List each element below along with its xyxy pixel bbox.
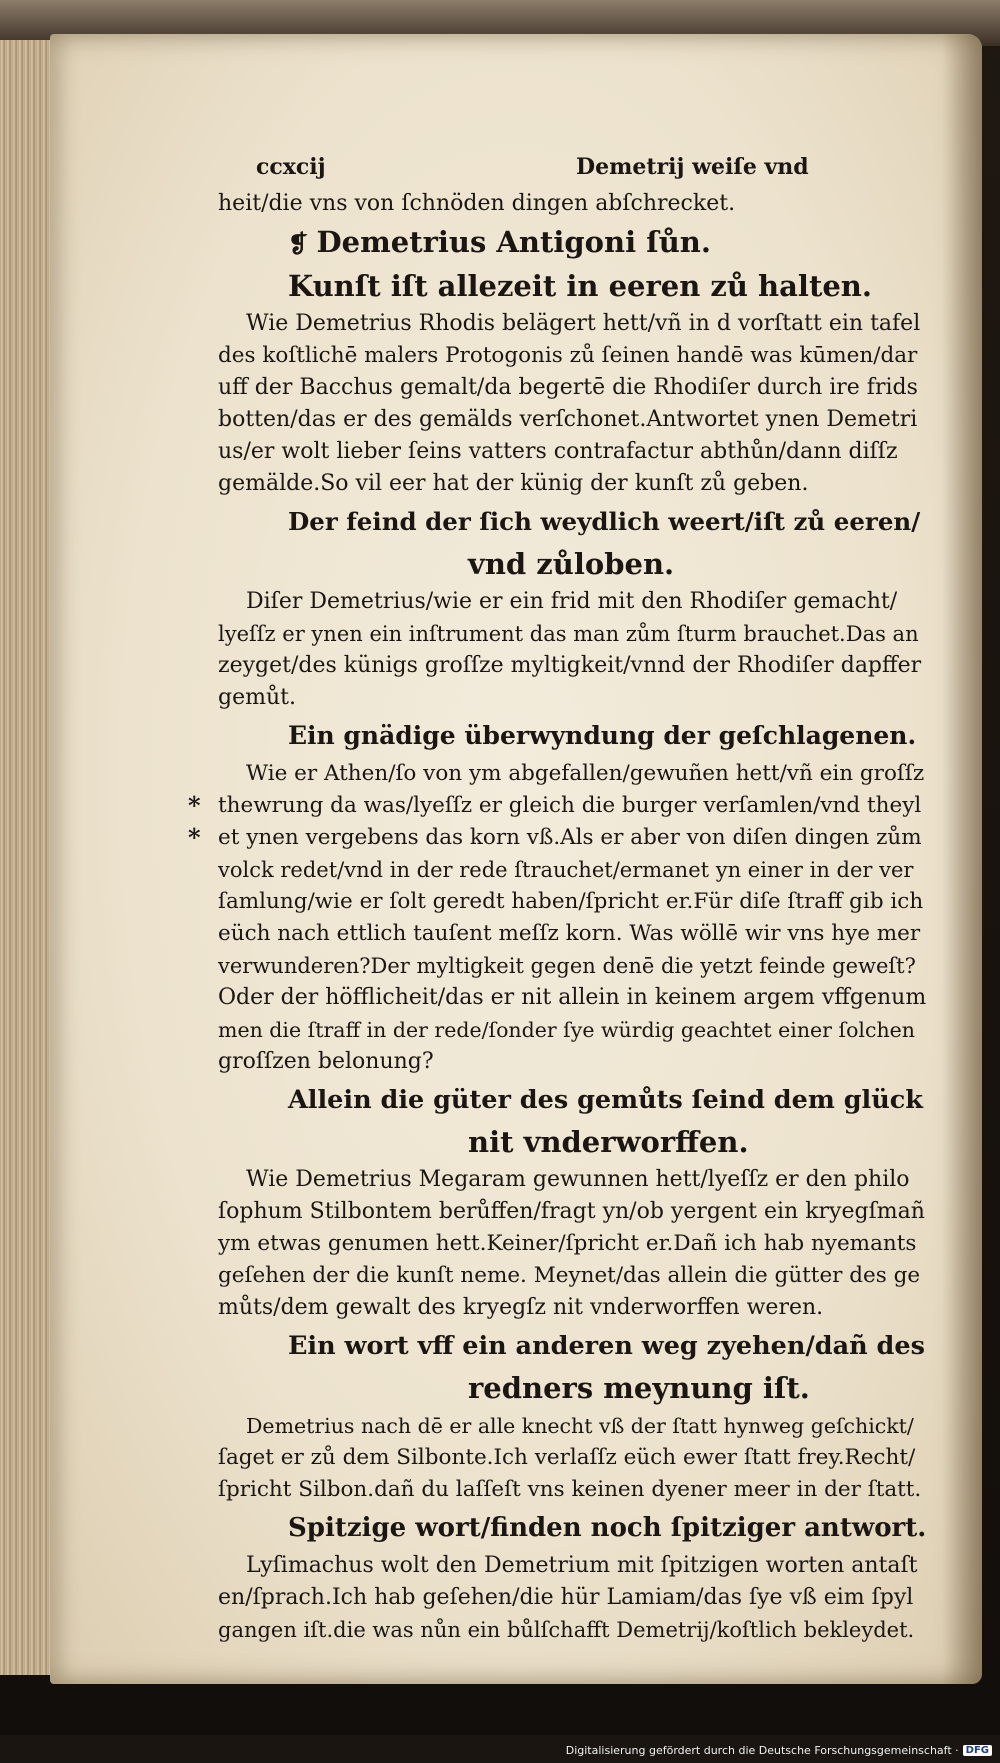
section-heading [218,544,968,584]
text-line [188,790,968,822]
text-line [218,1474,968,1506]
text-line [218,1260,968,1292]
text-line [218,650,968,682]
line-text: Demetrius nach dē er alle knecht vß der ſtatt hynweg geſchickt/ [246,1414,914,1438]
line-text: lyeſſz er ynen ein inſtrument das man zům ſturm brauchet.Das an [218,622,919,646]
credit-text: Digitalisierung gefördert durch die Deutsche Forschungsgemeinschaft · [565,1744,959,1757]
text-line [218,982,968,1014]
text-line [218,1014,968,1046]
text-line [218,918,968,950]
running-head [218,150,968,188]
line-text: nit vnderworffen. [468,1125,749,1159]
line-text: Wie er Athen/ſo von ym abgefallen/gewuñen hett/vñ ein groſſz [246,761,925,786]
marginal-asterisk: * [188,823,201,852]
text-line [218,1046,968,1078]
text-line [218,1164,968,1196]
line-text: zeyget/des künigs groſſze myltigkeit/vnnd der Rhodiſer dapffer [218,653,922,678]
text-line [218,404,968,436]
text-line [218,682,968,714]
line-text: Ein gnädige überwyndung der geſchlagenen. [288,721,917,750]
text-line [218,1550,968,1582]
text-line [218,372,968,404]
line-text: botten/das er des gemälds verſchonet.Antwortet ynen Demetri [218,407,918,432]
text-line [218,436,968,468]
text-line [218,854,968,886]
page-text-block [188,150,968,1646]
text-line [218,1292,968,1324]
line-text: ſpricht Silbon.dañ du laſſeſt vns keinen dyener meer in der ſtatt. [218,1477,922,1502]
text-line [218,1582,968,1614]
text-lines [188,188,968,1646]
text-line [218,308,968,340]
line-text: en/ſprach.Ich hab geſehen/die hür Lamiam/das ſye vß eim ſpyl [218,1585,914,1610]
line-text: gangen iſt.die was nůn ein bůlſchafft Demetrij/koſtlich bekleydet. [218,1618,915,1642]
text-line [218,1442,968,1474]
section-heading [218,502,968,542]
section-heading [218,716,968,756]
line-text: Diſer Demetrius/wie er ein frid mit den Rhodiſer gemacht/ [246,589,898,614]
line-text: gemälde.So vil eer hat der künig der kunſt zů geben. [218,471,809,496]
line-text: volck redet/vnd in der rede ſtrauchet/ermanet yn einer in der ver [218,858,914,882]
line-text: Wie Demetrius Rhodis belägert hett/vñ in d vorſtatt ein tafel [246,311,921,336]
text-line [218,1410,968,1442]
text-line [218,758,968,790]
line-text: us/er wolt lieber ſeins vatters contrafactur abthůn/dann diſſz [218,439,898,464]
line-text: Lyſimachus wolt den Demetrium mit ſpitzigen worten antaſt [246,1553,918,1578]
line-text: Demetrius Antigoni ſůn. [316,225,711,259]
line-text: Spitzige wort/finden noch ſpitziger antwort. [288,1513,927,1543]
section-heading [218,222,968,264]
text-line [218,586,968,618]
line-text: verwunderen?Der myltigkeit gegen denē die yetzt feinde geweſt? [218,954,916,978]
line-text: eüch nach ettlich tauſent meſſz korn. Was wöllē wir vns hye mer [218,921,921,946]
line-text: ſaget er zů dem Silbonte.Ich verlaſſz eüch ewer ſtatt frey.Recht/ [218,1445,916,1470]
running-head-title: Demetrij weiſe vnd [576,154,809,180]
section-heading [218,1326,968,1366]
line-text: men die ſtraff in der rede/ſonder ſye würdig geachtet einer ſolchen [218,1018,915,1042]
dfg-logo-icon: DFG [963,1745,992,1756]
line-text: Oder der höfflicheit/das er nit allein in keinem argem vffgenum [218,985,927,1010]
text-line [218,886,968,918]
line-text: geſehen der die kunſt neme. Meynet/das allein die gütter des ge [218,1263,921,1288]
text-line [218,188,968,220]
text-line [218,1196,968,1228]
text-line [218,1614,968,1646]
text-line [188,822,968,854]
line-text: uff der Bacchus gemalt/da begertē die Rhodiſer durch ire frids [218,375,918,400]
line-text: ym etwas genumen hett.Keiner/ſpricht er.Dañ ich hab nyemants [218,1231,917,1256]
line-text: groſſzen belonung? [218,1049,434,1074]
digitization-credit [566,1744,992,1757]
section-heading [218,1080,968,1120]
section-heading [218,266,968,306]
line-text: et ynen vergebens das korn vß.Als er aber von diſen dingen zům [218,825,922,850]
page-number: ccxcij [256,154,326,180]
line-text: Wie Demetrius Megaram gewunnen hett/lyeſſz er den philo [246,1167,910,1192]
section-heading [218,1508,968,1548]
line-text: vnd zůloben. [468,547,675,581]
line-text: gemůt. [218,685,296,710]
line-text: ſophum Stilbontem berůffen/fragt yn/ob yergent ein kryegſmañ [218,1199,925,1224]
text-line [218,340,968,372]
text-line [218,468,968,500]
text-line [218,1228,968,1260]
line-text: Allein die güter des gemůts ſeind dem glück [288,1085,923,1115]
line-text: můts/dem gewalt des kryegſz nit vnderworffen weren. [218,1295,824,1320]
line-text: thewrung da was/lyeſſz er gleich die burger verſamlen/vnd theyl [218,793,922,818]
line-text: heit/die vns von ſchnöden dingen abſchrecket. [218,191,736,216]
line-text: Ein wort vff ein anderen weg zyehen/dañ des [288,1331,925,1361]
section-heading [218,1122,968,1162]
line-text: redners meynung iſt. [468,1371,810,1405]
line-text: ſamlung/wie er ſolt geredt haben/ſpricht er.Für diſe ſtraff gib ich [218,889,924,914]
line-text: Kunſt iſt allezeit in eeren zů halten. [288,269,872,303]
text-line [218,618,968,650]
marginal-asterisk: * [188,791,201,820]
book-fore-edge [0,40,54,1675]
line-text: Der feind der ſich weydlich weert/iſt zů eeren/ [288,507,921,536]
text-line [218,950,968,982]
section-heading [218,1368,968,1408]
line-text: des koſtlichē malers Protogonis zů ſeinen handē was kūmen/dar [218,343,918,368]
pilcrow-mark: ❡ [288,229,317,258]
